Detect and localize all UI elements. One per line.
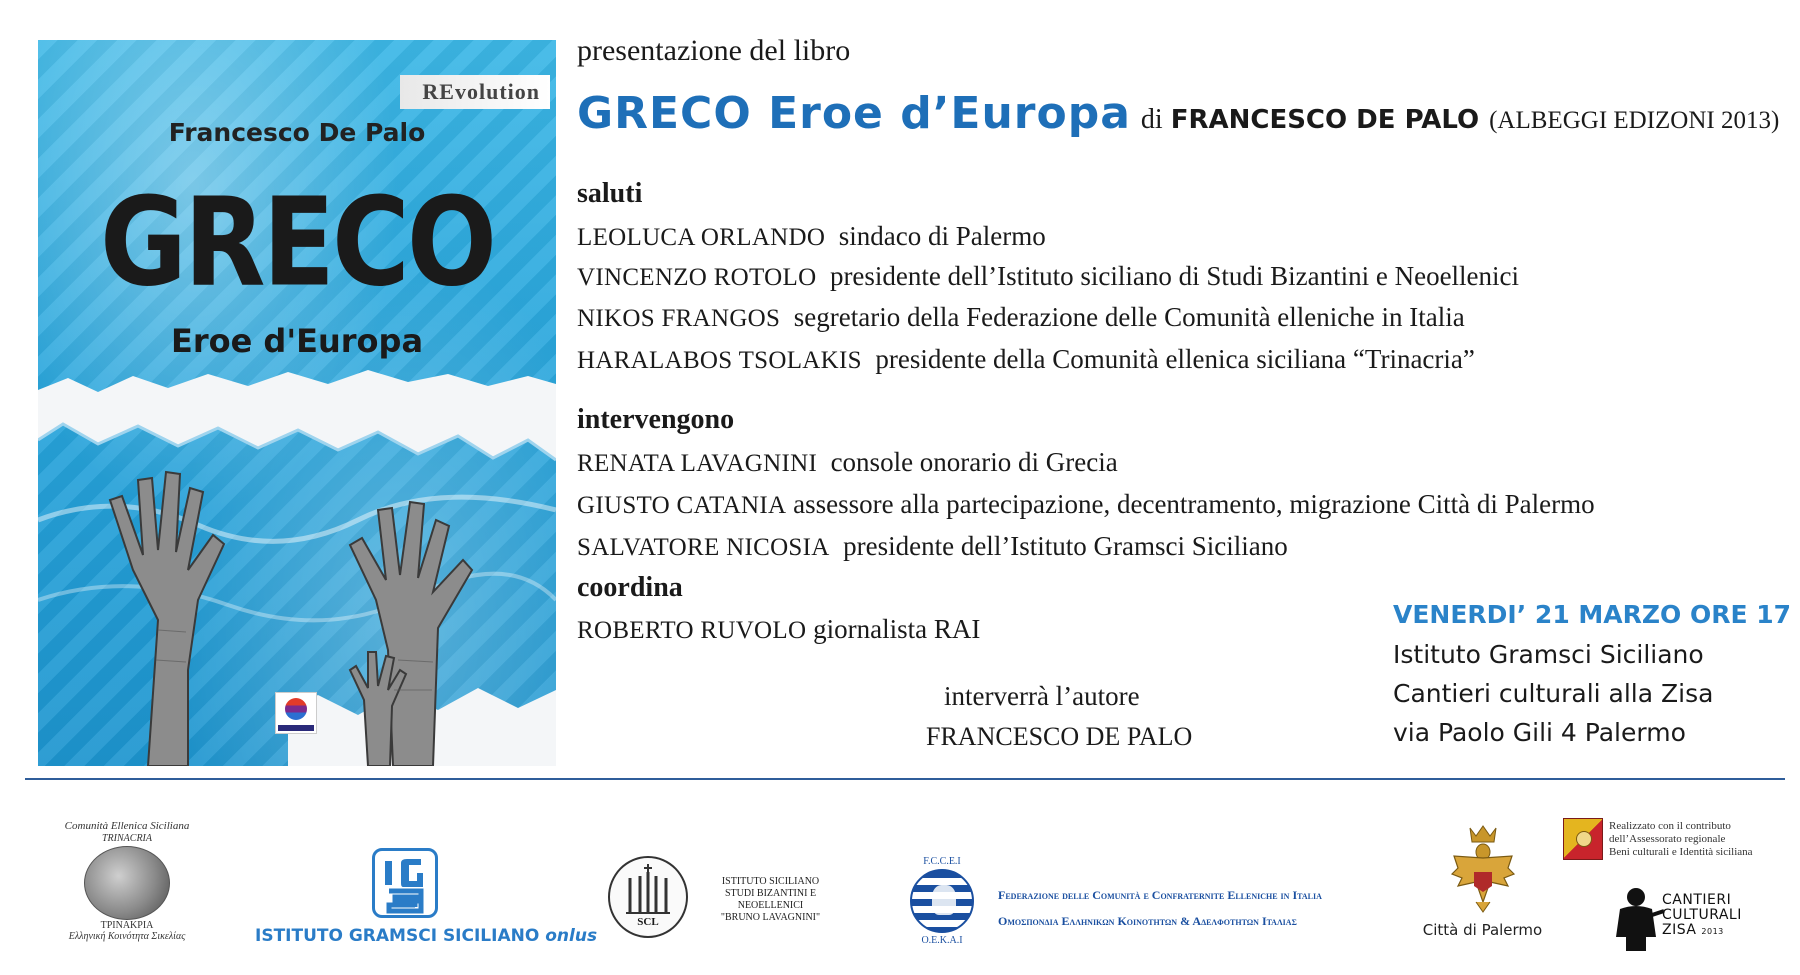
bizantini-logo xyxy=(608,856,848,941)
trinacria-greek-name: ΤΡΙΝΑΚΡΙΑ xyxy=(100,920,154,931)
person-role: giornalista RAI xyxy=(813,614,981,644)
event-info xyxy=(1393,600,1791,757)
fccei-bottom: O.E.K.A.I xyxy=(921,935,963,946)
trinacria-medallion-icon xyxy=(84,846,170,920)
intervengono-item xyxy=(577,447,1118,478)
palermo-logo xyxy=(1420,822,1545,947)
author-note-name: FRANCESCO DE PALO xyxy=(926,722,1193,751)
saluti-item xyxy=(577,302,1465,333)
bizantini-seal-icon xyxy=(608,856,688,938)
fccei-line2: Ομοσπονδια Ελληνικων Κοινοτητων & Αδελφοτητων Ιταλιας xyxy=(998,914,1297,928)
bizantini-text xyxy=(693,876,848,924)
trinacria-flag-icon xyxy=(1563,818,1603,860)
person-name: ROBERTO RUVOLO xyxy=(577,617,807,644)
zisa-line1: CANTIERI xyxy=(1662,892,1732,908)
person-role: presidente dell’Istituto Gramsci Siciliano xyxy=(843,531,1288,561)
palermo-name: Città di Palermo xyxy=(1422,921,1543,939)
regione-text xyxy=(1609,820,1753,859)
fccei-top: F.C.C.E.I xyxy=(923,856,961,867)
person-name: NIKOS FRANGOS xyxy=(577,305,781,332)
intervengono-item xyxy=(577,489,1595,520)
coordina-item xyxy=(577,614,980,645)
event-date: VENERDI’ 21 MARZO ORE 17 xyxy=(1393,600,1792,629)
publisher-logo xyxy=(275,692,317,734)
intervengono-heading: intervengono xyxy=(577,404,735,435)
person-role: presidente della Comunità ellenica siciliana “Trinacria” xyxy=(875,344,1475,374)
coordina-heading: coordina xyxy=(577,572,683,603)
bizantini-seal-text: SCL xyxy=(637,916,659,928)
zisa-line2: CULTURALI xyxy=(1662,907,1742,923)
saluti-item xyxy=(577,261,1519,292)
title-line xyxy=(577,88,1779,139)
bizantini-line2: STUDI BIZANTINI E NEOELLENICI xyxy=(724,888,817,911)
intro-text: presentazione del libro xyxy=(577,34,851,67)
regione-logo xyxy=(1563,818,1783,868)
person-role: segretario della Federazione delle Comunità elleniche in Italia xyxy=(793,302,1465,332)
person-name: RENATA LAVAGNINI xyxy=(577,450,818,477)
person-role: console onorario di Grecia xyxy=(830,447,1118,477)
regione-line3: Beni culturali e Identità siciliana xyxy=(1609,846,1753,858)
cover-series-badge: REvolution xyxy=(400,75,550,109)
person-role: sindaco di Palermo xyxy=(838,221,1046,251)
title-author: FRANCESCO DE PALO xyxy=(1170,105,1480,135)
book-title: GRECO Eroe d’Europa xyxy=(577,88,1131,139)
trinacria-name: TRINACRIA xyxy=(102,833,152,844)
intervengono-item xyxy=(577,531,1288,562)
regione-line2: dell’Assessorato regionale xyxy=(1609,833,1726,845)
zisa-year: 2013 xyxy=(1701,927,1724,936)
person-name: SALVATORE NICOSIA xyxy=(577,534,830,561)
palermo-eagle-icon xyxy=(1448,822,1518,914)
author-note-label: interverrà l’autore xyxy=(944,681,1140,711)
saluti-item xyxy=(577,344,1475,375)
gramsci-suffix: onlus xyxy=(545,926,598,946)
di-word: di xyxy=(1140,104,1163,135)
zisa-figure-icon xyxy=(1606,885,1666,953)
person-name: GIUSTO CATANIA xyxy=(577,492,787,519)
title-publisher: (ALBEGGI EDIZONI 2013) xyxy=(1489,107,1780,134)
event-place-line: Istituto Gramsci Siciliano xyxy=(1393,640,1704,669)
zisa-logo xyxy=(1606,885,1756,955)
trinacria-logo xyxy=(52,820,202,950)
gramsci-name-text: ISTITUTO GRAMSCI SICILIANO xyxy=(255,926,540,946)
zisa-text xyxy=(1662,893,1742,939)
fccei-line1: Federazione delle Comunità e Confraternite Elleniche in Italia xyxy=(998,888,1322,902)
fccei-text xyxy=(998,882,1388,934)
divider xyxy=(25,778,1785,780)
trinacria-top-text: Comunità Ellenica Siciliana xyxy=(64,820,190,832)
trinacria-bottom-text: Ελληνική Κοινότητα Σικελίας xyxy=(68,931,186,942)
greek-flag-globe-icon xyxy=(910,869,974,933)
person-name: VINCENZO ROTOLO xyxy=(577,264,817,291)
gramsci-logo xyxy=(255,848,598,948)
saluti-heading: saluti xyxy=(577,178,643,209)
book-cover xyxy=(38,40,556,766)
event-place-line: Cantieri culturali alla Zisa xyxy=(1393,679,1714,708)
event-place-line: via Paolo Gili 4 Palermo xyxy=(1393,718,1686,747)
cover-subtitle: Eroe d'Europa xyxy=(170,322,424,360)
person-role: presidente dell’Istituto siciliano di Studi Bizantini e Neoellenici xyxy=(829,261,1520,291)
bizantini-line3: "BRUNO LAVAGNINI" xyxy=(720,912,821,923)
cover-author: Francesco De Palo xyxy=(168,118,426,147)
person-name: LEOLUCA ORLANDO xyxy=(577,224,826,251)
cover-title: GRECO xyxy=(100,171,494,314)
saluti-item xyxy=(577,221,1046,252)
fccei-logo xyxy=(902,856,982,951)
igs-icon xyxy=(372,848,438,918)
person-name: HARALABOS TSOLAKIS xyxy=(577,347,862,374)
gramsci-name xyxy=(255,926,598,946)
regione-line1: Realizzato con il contributo xyxy=(1609,820,1731,832)
zisa-line3: ZISA xyxy=(1662,922,1697,938)
person-role: assessore alla partecipazione, decentramento, migrazione Città di Palermo xyxy=(793,489,1595,519)
bizantini-line1: ISTITUTO SICILIANO xyxy=(721,876,820,887)
